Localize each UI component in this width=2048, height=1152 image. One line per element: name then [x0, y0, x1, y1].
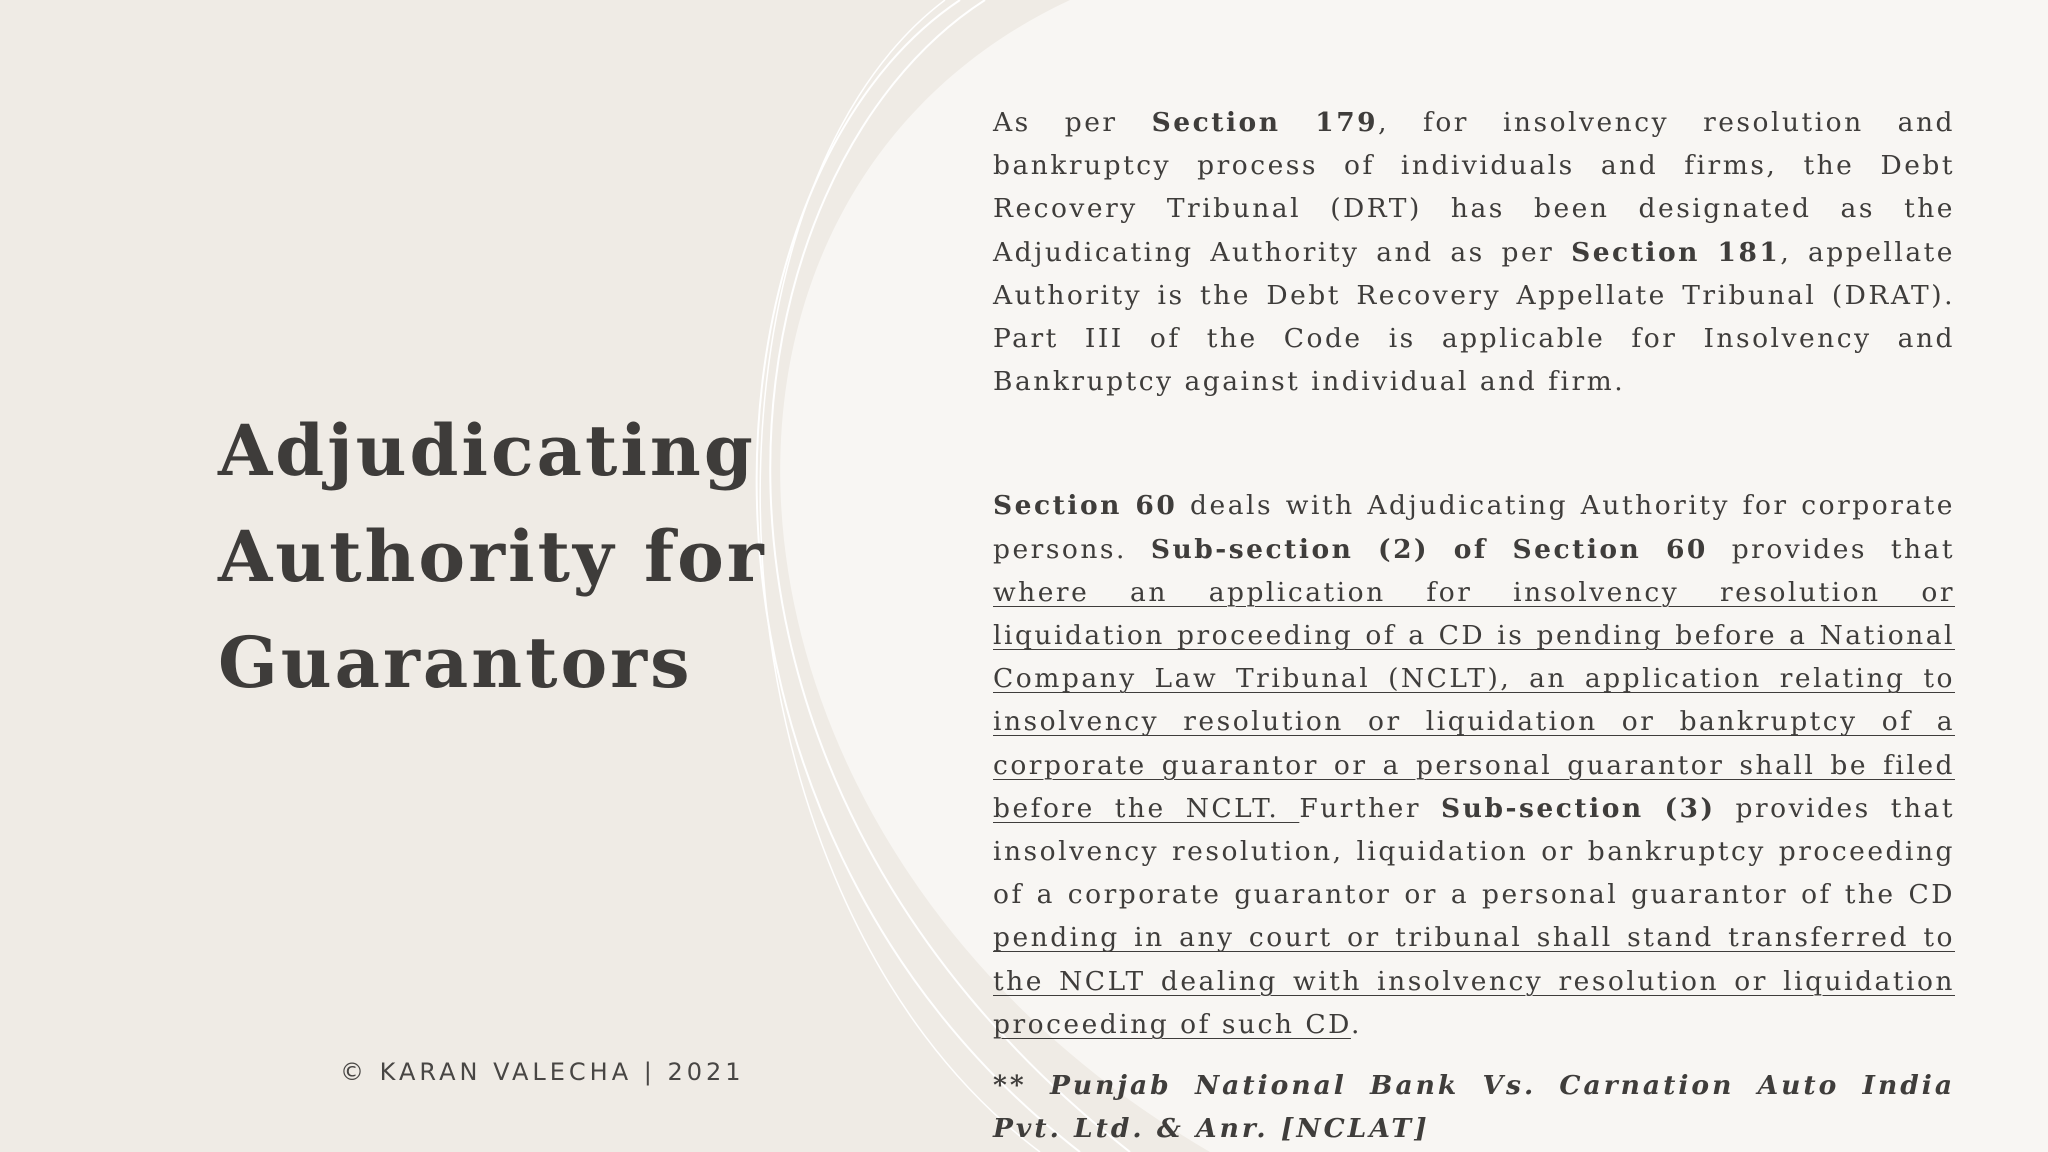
- underlined-provision: pending in any court or tribunal shall stand transferred to the NCLT dealing with insolvency resolution or liquidation proceeding of such CD: [993, 922, 1955, 1040]
- title-line: Guarantors: [218, 621, 693, 704]
- text-run: deals with Adjudicating Authority for corporate persons.: [993, 490, 1955, 565]
- text-run: provides that: [1707, 533, 1955, 565]
- title-line: Adjudicating: [218, 409, 756, 492]
- slide-title: [218, 398, 778, 716]
- text-run: , appellate Authority is the Debt Recovery Appellate Tribunal (DRAT). Part III of the Code is applicable for Insolvency and Bankruptcy against individual and firm.: [993, 236, 1955, 398]
- section-reference: Section 181: [1571, 236, 1781, 268]
- paragraph-section-179: [993, 101, 1955, 403]
- text-run: Further: [1299, 792, 1442, 824]
- section-reference: Sub-section (2) of Section 60: [1150, 533, 1708, 565]
- title-line: Authority for: [218, 515, 767, 598]
- text-run: provides that insolvency resolution, liquidation or bankruptcy proceeding of a corporate guarantor or a personal guarantor of the CD: [993, 792, 1955, 911]
- section-reference: Section 179: [1151, 107, 1379, 138]
- content-column: [993, 101, 1955, 1150]
- text-run: , for insolvency resolution and bankruptcy process of individuals and firms, the Debt Recovery Tribunal (DRT) has been designated as the Adjudicating Authority and as per: [993, 107, 1955, 268]
- case-citation: ** Punjab National Bank Vs. Carnation Auto India Pvt. Ltd. & Anr. [NCLAT]: [993, 1070, 1955, 1145]
- section-reference: Section 60: [993, 490, 1178, 522]
- paragraph-section-60: [993, 484, 1955, 1046]
- underlined-provision: where an application for insolvency resolution or liquidation proceeding of a CD is pending before a National Company Law Tribunal (NCLT), an application relating to insolvency resolution or liquidation or bankruptcy of a corporate guarantor or a personal guarantor shall be filed before the NCLT.: [993, 576, 1955, 824]
- text-run: As per: [993, 107, 1152, 138]
- text-run: .: [1350, 1008, 1362, 1040]
- footer-copyright: © KARAN VALECHA | 2021: [340, 1058, 745, 1086]
- section-reference: Sub-section (3): [1441, 792, 1716, 824]
